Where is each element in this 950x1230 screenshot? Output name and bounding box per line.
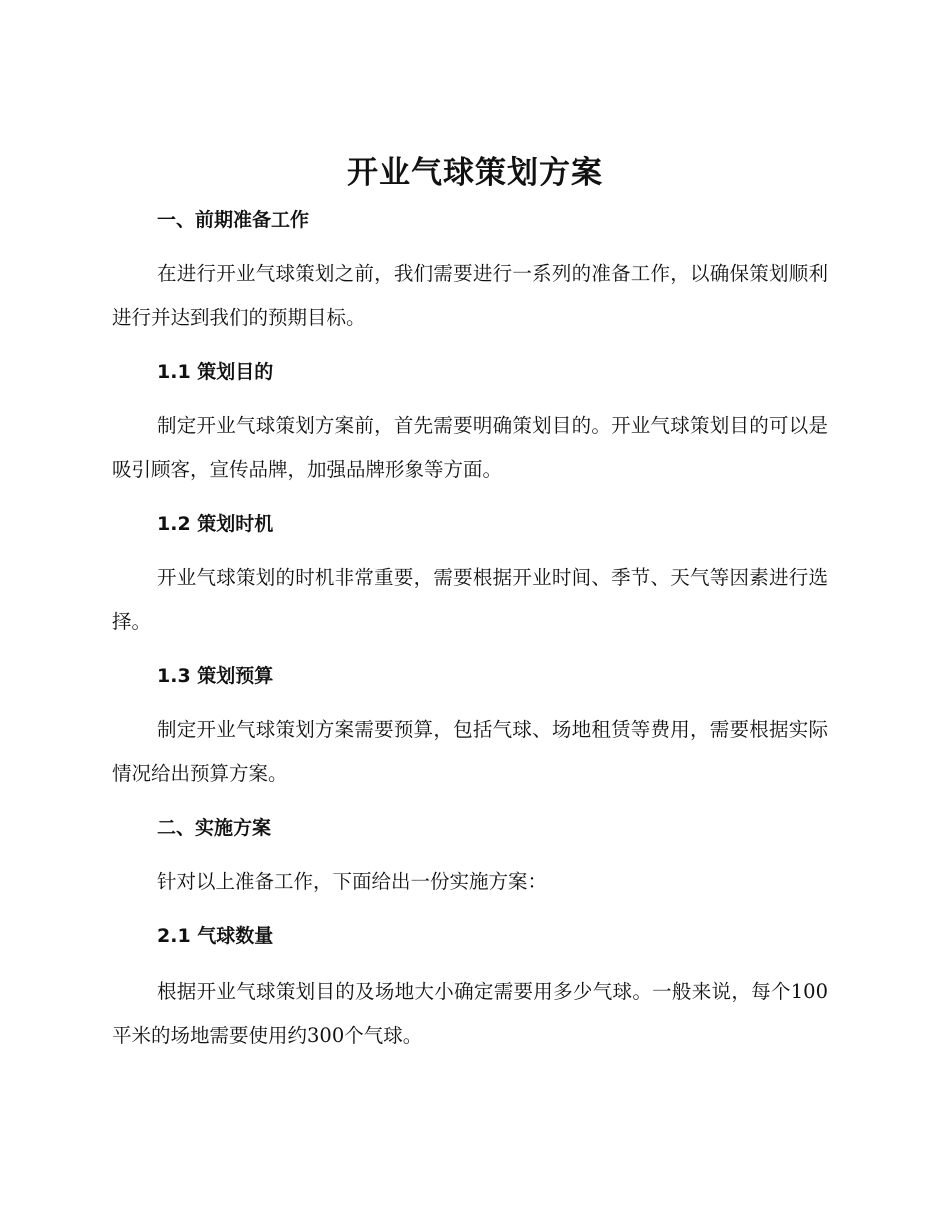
subsection-paragraph-1-3: 制定开业气球策划方案需要预算，包括气球、场地租赁等费用，需要根据实际情况给出预算方案。: [112, 718, 828, 785]
subsection-paragraph-2-1: 根据开业气球策划目的及场地大小确定需要用多少气球。一般来说，每个100平米的场地需要使用约300个气球。: [112, 980, 828, 1047]
subsection-paragraph-1-2: 开业气球策划的时机非常重要，需要根据开业时间、季节、天气等因素进行选择。: [112, 566, 828, 633]
subsection-paragraph-1-1: 制定开业气球策划方案前，首先需要明确策划目的。开业气球策划目的可以是吸引顾客，宣传品牌，加强品牌形象等方面。: [112, 414, 828, 481]
subsection-heading-2-1: 2.1 气球数量: [157, 925, 274, 947]
subsection-heading-1-2: 1.2 策划时机: [157, 513, 274, 535]
section-heading-1: 一、前期准备工作: [157, 209, 310, 231]
subsection-heading-1-1: 1.1 策划目的: [157, 361, 274, 383]
section-paragraph-1: 在进行开业气球策划之前，我们需要进行一系列的准备工作，以确保策划顺利进行并达到我们的预期目标。: [112, 262, 828, 329]
subsection-heading-1-3: 1.3 策划预算: [157, 665, 274, 687]
document-title: 开业气球策划方案: [347, 155, 603, 191]
section-paragraph-2: 针对以上准备工作，下面给出一份实施方案：: [157, 870, 548, 893]
section-heading-2: 二、实施方案: [157, 817, 272, 839]
